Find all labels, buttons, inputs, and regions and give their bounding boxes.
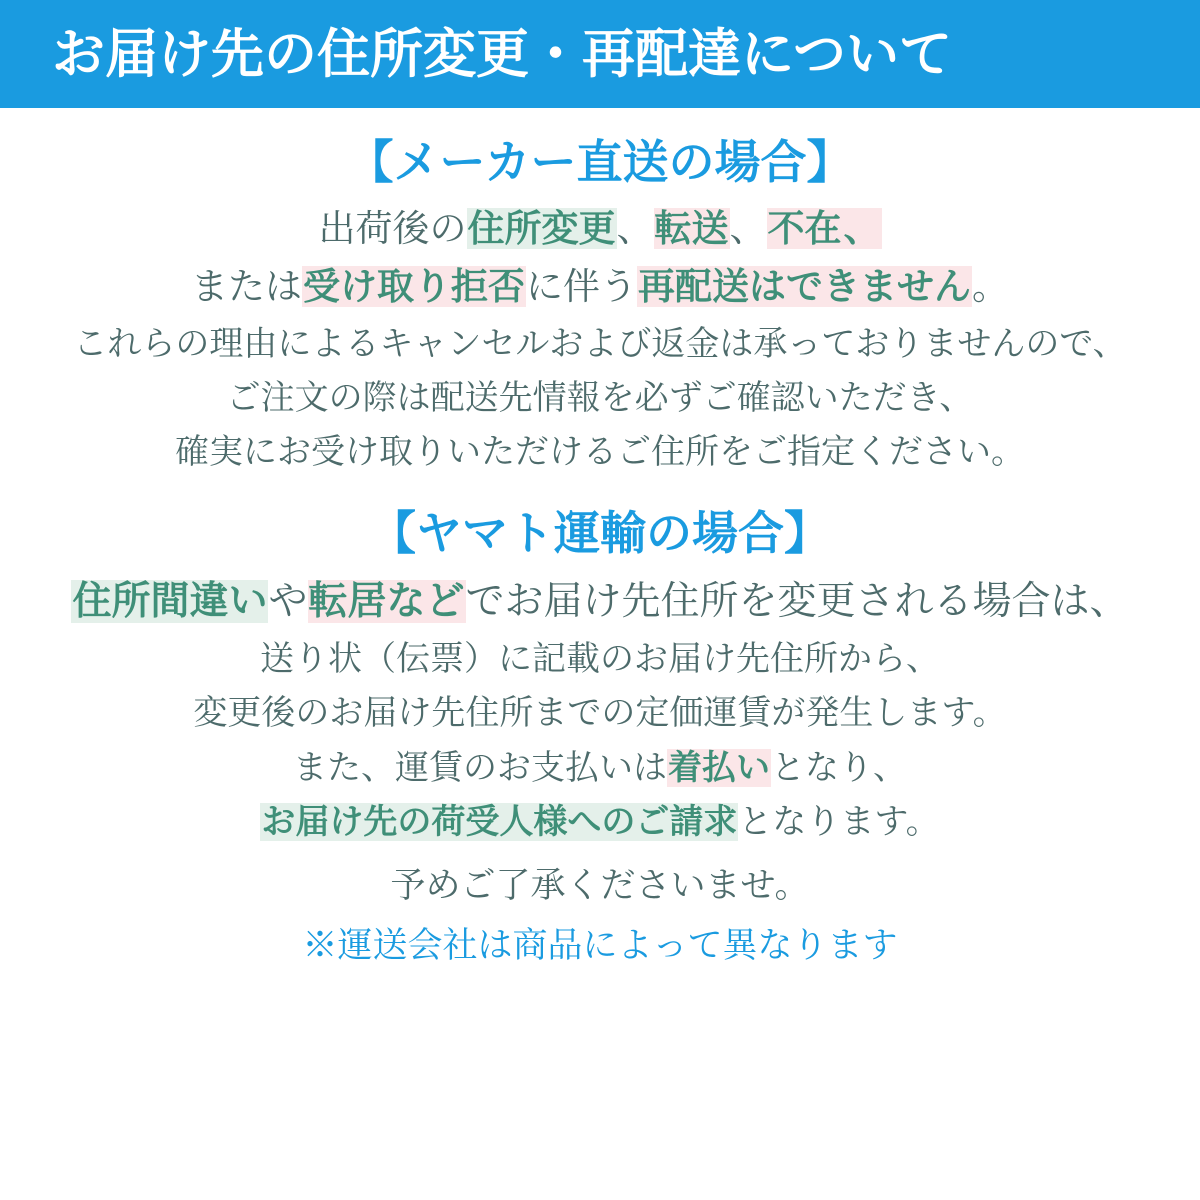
body-line <box>0 574 1200 629</box>
text-fragment: 、 <box>616 207 654 249</box>
text-fragment: 、 <box>843 207 881 249</box>
text-fragment: でお届け先住所を変更される場合は、 <box>465 579 1129 623</box>
text-fragment: や <box>268 579 308 623</box>
section-heading-maker-direct: 【メーカー直送の場合】 <box>347 136 853 188</box>
body-line <box>0 798 1200 846</box>
text-fragment: となります。 <box>738 802 940 841</box>
highlight-forwarding: 転送 <box>654 207 729 249</box>
highlight-wrong-address: 住所間違い <box>72 579 268 623</box>
text-fragment: または <box>191 266 302 308</box>
carrier-note: ※運送会社は商品によって異なります <box>302 926 898 966</box>
body-line: ご注文の際は配送先情報を必ずご確認いただき、 <box>226 379 974 418</box>
page-title: お届け先の住所変更・再配達について <box>52 24 952 84</box>
text-fragment: 、 <box>729 207 767 249</box>
text-fragment: 出荷後の <box>318 207 467 249</box>
page-header <box>0 0 1200 108</box>
body-line <box>0 203 1200 256</box>
highlight-billed-to-recipient: お届け先の荷受人様へのご請求 <box>261 802 738 841</box>
highlight-moving: 転居など <box>308 579 465 623</box>
highlight-refusal: 受け取り拒否 <box>303 266 525 308</box>
body-line: 変更後のお届け先住所までの定価運賃が発生します。 <box>193 694 1007 733</box>
text-fragment: 。 <box>972 266 1009 308</box>
highlight-cash-on-delivery: 着払い <box>668 748 770 787</box>
text-fragment: となり、 <box>771 748 907 787</box>
closing-line: 予めご了承くださいませ。 <box>390 866 810 906</box>
body-line <box>0 261 1200 314</box>
body-line <box>0 744 1200 792</box>
highlight-absence: 不在 <box>767 207 842 249</box>
text-fragment: に伴う <box>526 266 637 308</box>
section-heading-yamato: 【ヤマト運輸の場合】 <box>370 506 830 559</box>
text-fragment: また、運賃のお支払いは <box>293 748 667 787</box>
body-line: これらの理由によるキャンセルおよび返金は承っておりませんので、 <box>73 324 1127 363</box>
body-line: 送り状（伝票）に記載のお届け先住所から、 <box>260 640 940 679</box>
section-body-maker-direct <box>0 203 1200 477</box>
highlight-no-redelivery: 再配送はできません <box>638 266 971 308</box>
body-line: 確実にお受け取りいただけるご住所をご指定ください。 <box>175 433 1025 472</box>
highlight-address-change: 住所変更 <box>467 207 616 249</box>
section-body-yamato <box>0 574 1200 968</box>
